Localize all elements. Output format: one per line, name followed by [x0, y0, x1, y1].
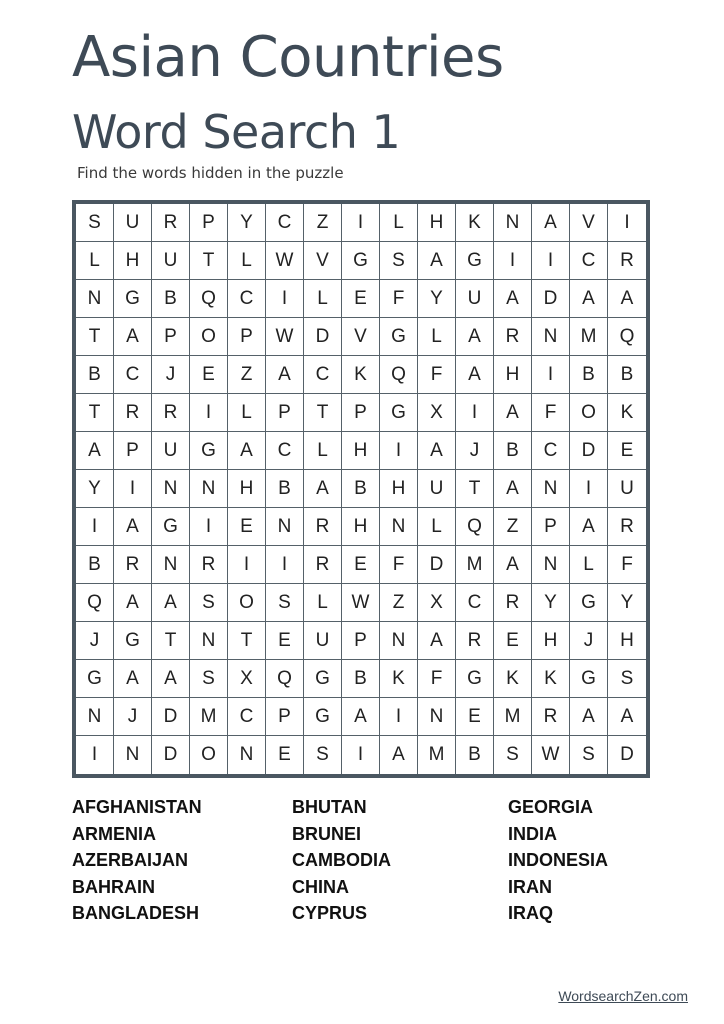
- grid-cell[interactable]: N: [152, 470, 190, 508]
- grid-cell[interactable]: C: [228, 280, 266, 318]
- grid-cell[interactable]: Z: [304, 204, 342, 242]
- grid-cell[interactable]: N: [190, 622, 228, 660]
- grid-cell[interactable]: D: [418, 546, 456, 584]
- grid-cell[interactable]: S: [570, 736, 608, 774]
- grid-cell[interactable]: D: [620, 744, 634, 765]
- word-list-item: BAHRAIN: [72, 876, 155, 897]
- grid-cell[interactable]: A: [494, 470, 532, 508]
- grid-cell[interactable]: A: [570, 508, 608, 546]
- grid-cell[interactable]: M: [494, 698, 532, 736]
- grid-cell[interactable]: N: [494, 204, 532, 242]
- grid-cell[interactable]: R: [152, 204, 190, 242]
- grid-cell[interactable]: V: [570, 204, 608, 242]
- grid-cell[interactable]: A: [608, 280, 646, 318]
- grid-cell[interactable]: X: [418, 394, 456, 432]
- word-search-grid: [76, 204, 646, 774]
- grid-cell[interactable]: I: [228, 546, 266, 584]
- grid-cell[interactable]: U: [608, 470, 646, 508]
- grid-cell[interactable]: H: [228, 470, 266, 508]
- grid-cell[interactable]: K: [608, 394, 646, 432]
- grid-cell[interactable]: A: [570, 280, 608, 318]
- grid-cell[interactable]: J: [456, 432, 494, 470]
- grid-cell[interactable]: E: [456, 698, 494, 736]
- grid-cell[interactable]: J: [570, 622, 608, 660]
- grid-cell[interactable]: S: [380, 242, 418, 280]
- grid-cell[interactable]: A: [76, 432, 114, 470]
- grid-cell[interactable]: R: [114, 546, 152, 584]
- grid-cell[interactable]: A: [456, 356, 494, 394]
- grid-cell[interactable]: D: [532, 280, 570, 318]
- grid-cell[interactable]: W: [342, 584, 380, 622]
- grid-cell[interactable]: V: [304, 242, 342, 280]
- grid-cell[interactable]: N: [76, 280, 114, 318]
- word-list-item: BANGLADESH: [72, 903, 200, 923]
- grid-cell[interactable]: N: [152, 546, 190, 584]
- grid-cell[interactable]: P: [342, 622, 380, 660]
- grid-cell[interactable]: A: [152, 584, 190, 622]
- grid-cell[interactable]: I: [342, 736, 380, 774]
- grid-cell[interactable]: G: [114, 280, 152, 318]
- page-subtitle: Word Search 1: [72, 105, 401, 159]
- grid-cell[interactable]: I: [114, 470, 152, 508]
- grid-cell[interactable]: I: [494, 242, 532, 280]
- grid-cell[interactable]: G: [304, 698, 342, 736]
- grid-cell[interactable]: S: [190, 660, 228, 698]
- grid-cell[interactable]: E: [608, 432, 646, 470]
- grid-cell[interactable]: E: [342, 280, 380, 318]
- grid-cell[interactable]: L: [304, 432, 342, 470]
- grid-cell[interactable]: E: [266, 622, 304, 660]
- grid-cell[interactable]: I: [608, 204, 646, 242]
- grid-cell[interactable]: S: [494, 736, 532, 774]
- word-list-item: AZERBAIJAN: [72, 850, 189, 870]
- grid-cell[interactable]: G: [304, 660, 342, 698]
- grid-cell[interactable]: F: [532, 394, 570, 432]
- grid-cell[interactable]: C: [228, 698, 266, 736]
- grid-cell[interactable]: A: [608, 698, 646, 736]
- grid-cell[interactable]: Q: [190, 280, 228, 318]
- grid-cell[interactable]: P: [342, 394, 380, 432]
- grid-cell[interactable]: H: [608, 622, 646, 660]
- grid-cell[interactable]: Q: [608, 318, 646, 356]
- grid-cell[interactable]: H: [342, 508, 380, 546]
- grid-cell[interactable]: A: [570, 698, 608, 736]
- grid-cell[interactable]: M: [570, 318, 608, 356]
- grid-cell[interactable]: G: [76, 660, 114, 698]
- grid-cell[interactable]: Q: [456, 508, 494, 546]
- grid-cell[interactable]: L: [418, 508, 456, 546]
- grid-cell[interactable]: L: [380, 204, 418, 242]
- grid-cell[interactable]: R: [494, 318, 532, 356]
- grid-cell[interactable]: S: [304, 736, 342, 774]
- page-title: Asian Countries: [72, 25, 504, 90]
- word-list-item: CAMBODIA: [292, 850, 391, 870]
- grid-cell[interactable]: G: [190, 432, 228, 470]
- grid-cell[interactable]: R: [152, 394, 190, 432]
- grid-cell[interactable]: S: [76, 204, 114, 242]
- grid-cell[interactable]: I: [76, 736, 114, 774]
- grid-cell[interactable]: U: [152, 242, 190, 280]
- grid-cell[interactable]: R: [304, 546, 342, 584]
- grid-cell[interactable]: R: [532, 698, 570, 736]
- grid-cell[interactable]: J: [152, 356, 190, 394]
- grid-cell[interactable]: A: [266, 356, 304, 394]
- word-list-item: BHUTAN: [292, 797, 367, 817]
- word-list-item: INDONESIA: [508, 850, 609, 870]
- grid-cell[interactable]: M: [190, 698, 228, 736]
- grid-cell[interactable]: O: [190, 318, 228, 356]
- grid-cell[interactable]: K: [494, 660, 532, 698]
- grid-cell[interactable]: Y: [532, 584, 570, 622]
- grid-cell[interactable]: I: [266, 546, 304, 584]
- word-search-grid-frame: [72, 200, 650, 778]
- grid-cell[interactable]: L: [570, 546, 608, 584]
- grid-cell[interactable]: N: [114, 736, 152, 774]
- word-list-item: IRAQ: [508, 903, 553, 923]
- grid-cell[interactable]: N: [76, 698, 114, 736]
- grid-cell[interactable]: A: [114, 584, 152, 622]
- grid-cell[interactable]: B: [76, 356, 114, 394]
- site-link[interactable]: WordsearchZen.com: [558, 988, 688, 1004]
- grid-cell[interactable]: F: [418, 356, 456, 394]
- grid-cell[interactable]: C: [266, 204, 304, 242]
- grid-cell[interactable]: E: [266, 736, 304, 774]
- grid-cell[interactable]: I: [76, 508, 114, 546]
- instructions-text: Find the words hidden in the puzzle: [77, 164, 344, 182]
- grid-cell[interactable]: N: [228, 736, 266, 774]
- grid-cell[interactable]: B: [456, 736, 494, 774]
- grid-cell[interactable]: E: [190, 356, 228, 394]
- grid-cell[interactable]: F: [418, 660, 456, 698]
- grid-cell[interactable]: M: [418, 736, 456, 774]
- grid-cell[interactable]: E: [494, 622, 532, 660]
- grid-cell[interactable]: O: [228, 584, 266, 622]
- grid-cell[interactable]: N: [266, 508, 304, 546]
- grid-cell[interactable]: R: [456, 622, 494, 660]
- grid-cell[interactable]: A: [418, 242, 456, 280]
- grid-cell[interactable]: A: [380, 736, 418, 774]
- grid-cell[interactable]: A: [494, 394, 532, 432]
- grid-cell[interactable]: A: [494, 546, 532, 584]
- grid-cell[interactable]: D: [152, 736, 190, 774]
- grid-cell[interactable]: K: [342, 356, 380, 394]
- grid-cell[interactable]: Z: [380, 584, 418, 622]
- grid-cell[interactable]: N: [380, 622, 418, 660]
- grid-cell[interactable]: N: [418, 698, 456, 736]
- grid-cell[interactable]: R: [608, 508, 646, 546]
- word-list-item: CHINA: [292, 876, 349, 897]
- grid-cell[interactable]: F: [380, 546, 418, 584]
- grid-cell[interactable]: K: [380, 660, 418, 698]
- grid-cell[interactable]: B: [342, 660, 380, 698]
- grid-cell[interactable]: I: [342, 204, 380, 242]
- grid-cell[interactable]: S: [266, 584, 304, 622]
- grid-cell[interactable]: Q: [76, 584, 114, 622]
- grid-cell[interactable]: E: [228, 508, 266, 546]
- grid-cell[interactable]: T: [152, 622, 190, 660]
- grid-cell[interactable]: O: [570, 394, 608, 432]
- grid-cell[interactable]: A: [228, 432, 266, 470]
- grid-cell[interactable]: O: [190, 736, 228, 774]
- grid-cell[interactable]: L: [228, 394, 266, 432]
- word-list-item: ARMENIA: [72, 823, 156, 844]
- grid-cell[interactable]: G: [114, 622, 152, 660]
- grid-cell[interactable]: R: [114, 394, 152, 432]
- grid-cell[interactable]: R: [608, 242, 646, 280]
- grid-cell[interactable]: A: [114, 660, 152, 698]
- grid-cell[interactable]: B: [570, 356, 608, 394]
- grid-cell[interactable]: A: [456, 318, 494, 356]
- grid-cell[interactable]: U: [152, 432, 190, 470]
- grid-cell[interactable]: R: [304, 508, 342, 546]
- grid-cell[interactable]: C: [304, 356, 342, 394]
- grid-cell[interactable]: P: [190, 204, 228, 242]
- grid-cell[interactable]: U: [418, 470, 456, 508]
- grid-cell[interactable]: U: [304, 622, 342, 660]
- grid-cell[interactable]: B: [76, 546, 114, 584]
- grid-cell[interactable]: F: [380, 280, 418, 318]
- grid-cell[interactable]: B: [494, 432, 532, 470]
- grid-cell[interactable]: A: [114, 508, 152, 546]
- grid-cell[interactable]: G: [380, 394, 418, 432]
- grid-cell[interactable]: A: [494, 280, 532, 318]
- grid-cell[interactable]: U: [456, 280, 494, 318]
- grid-cell[interactable]: P: [266, 698, 304, 736]
- grid-cell[interactable]: Q: [380, 356, 418, 394]
- grid-cell[interactable]: I: [532, 242, 570, 280]
- grid-cell[interactable]: N: [532, 546, 570, 584]
- grid-cell[interactable]: I: [380, 432, 418, 470]
- grid-cell[interactable]: I: [532, 356, 570, 394]
- grid-cell[interactable]: D: [152, 698, 190, 736]
- grid-cell[interactable]: N: [190, 470, 228, 508]
- grid-cell[interactable]: P: [532, 508, 570, 546]
- grid-cell[interactable]: J: [114, 698, 152, 736]
- grid-cell[interactable]: V: [342, 318, 380, 356]
- grid-cell[interactable]: H: [114, 242, 152, 280]
- word-list-column-2: [292, 794, 391, 927]
- grid-cell[interactable]: C: [266, 432, 304, 470]
- grid-cell[interactable]: R: [494, 584, 532, 622]
- grid-cell[interactable]: I: [570, 470, 608, 508]
- grid-cell[interactable]: P: [114, 432, 152, 470]
- grid-cell[interactable]: M: [456, 546, 494, 584]
- grid-cell[interactable]: F: [608, 546, 646, 584]
- grid-cell[interactable]: G: [456, 660, 494, 698]
- grid-cell[interactable]: G: [342, 242, 380, 280]
- grid-cell[interactable]: Y: [418, 280, 456, 318]
- grid-cell[interactable]: D: [570, 432, 608, 470]
- word-list-column-3: [508, 794, 608, 927]
- grid-cell[interactable]: I: [266, 280, 304, 318]
- grid-cell[interactable]: H: [342, 432, 380, 470]
- word-list-item: AFGHANISTAN: [72, 797, 202, 817]
- grid-cell[interactable]: S: [190, 584, 228, 622]
- grid-cell[interactable]: K: [532, 660, 570, 698]
- grid-cell[interactable]: I: [190, 394, 228, 432]
- grid-cell[interactable]: A: [418, 622, 456, 660]
- grid-cell[interactable]: L: [76, 242, 114, 280]
- grid-cell[interactable]: Z: [228, 356, 266, 394]
- grid-cell[interactable]: G: [456, 242, 494, 280]
- grid-cell[interactable]: G: [570, 584, 608, 622]
- grid-cell[interactable]: S: [608, 660, 646, 698]
- grid-cell[interactable]: W: [266, 242, 304, 280]
- grid-cell[interactable]: I: [190, 508, 228, 546]
- grid-cell[interactable]: K: [456, 204, 494, 242]
- grid-cell[interactable]: A: [114, 318, 152, 356]
- grid-cell[interactable]: H: [418, 204, 456, 242]
- grid-cell[interactable]: T: [76, 318, 114, 356]
- grid-cell[interactable]: P: [152, 318, 190, 356]
- grid-cell[interactable]: Y: [76, 470, 114, 508]
- grid-cell[interactable]: H: [532, 622, 570, 660]
- word-list-column-1: [72, 794, 202, 927]
- grid-cell[interactable]: T: [76, 394, 114, 432]
- word-list-item: GEORGIA: [508, 797, 594, 817]
- grid-cell[interactable]: L: [304, 584, 342, 622]
- grid-cell[interactable]: C: [114, 356, 152, 394]
- grid-cell[interactable]: T: [456, 470, 494, 508]
- grid-cell[interactable]: N: [532, 470, 570, 508]
- word-list-item: INDIA: [508, 823, 557, 844]
- grid-cell[interactable]: B: [608, 356, 646, 394]
- grid-cell[interactable]: H: [380, 470, 418, 508]
- grid-cell[interactable]: C: [570, 242, 608, 280]
- grid-cell[interactable]: Q: [266, 660, 304, 698]
- word-list: [72, 794, 672, 930]
- grid-cell[interactable]: P: [228, 318, 266, 356]
- grid-cell[interactable]: N: [380, 508, 418, 546]
- grid-cell[interactable]: B: [152, 280, 190, 318]
- grid-cell[interactable]: T: [228, 622, 266, 660]
- grid-cell[interactable]: B: [342, 470, 380, 508]
- grid-cell[interactable]: A: [418, 432, 456, 470]
- grid-cell[interactable]: T: [190, 242, 228, 280]
- grid-cell[interactable]: I: [456, 394, 494, 432]
- grid-cell[interactable]: C: [532, 432, 570, 470]
- grid-cell[interactable]: W: [532, 736, 570, 774]
- word-list-item: BRUNEI: [292, 823, 362, 844]
- grid-cell[interactable]: Z: [494, 508, 532, 546]
- grid-cell[interactable]: A: [342, 698, 380, 736]
- grid-cell[interactable]: E: [342, 546, 380, 584]
- grid-cell[interactable]: X: [228, 660, 266, 698]
- grid-cell[interactable]: Y: [608, 584, 646, 622]
- grid-cell[interactable]: N: [532, 318, 570, 356]
- grid-cell[interactable]: W: [266, 318, 304, 356]
- grid-cell[interactable]: I: [380, 698, 418, 736]
- grid-cell[interactable]: G: [152, 508, 190, 546]
- grid-cell[interactable]: A: [532, 204, 570, 242]
- grid-cell[interactable]: L: [304, 280, 342, 318]
- grid-cell[interactable]: B: [266, 470, 304, 508]
- grid-cell[interactable]: T: [304, 394, 342, 432]
- grid-cell[interactable]: Y: [228, 204, 266, 242]
- grid-cell[interactable]: G: [380, 318, 418, 356]
- grid-cell[interactable]: L: [418, 318, 456, 356]
- grid-cell[interactable]: C: [456, 584, 494, 622]
- grid-cell[interactable]: A: [152, 660, 190, 698]
- grid-cell[interactable]: U: [114, 204, 152, 242]
- grid-cell[interactable]: L: [228, 242, 266, 280]
- grid-cell[interactable]: D: [304, 318, 342, 356]
- grid-cell[interactable]: H: [494, 356, 532, 394]
- grid-cell[interactable]: J: [76, 622, 114, 660]
- word-list-item: IRAN: [508, 876, 552, 897]
- grid-cell[interactable]: X: [418, 584, 456, 622]
- grid-cell[interactable]: R: [190, 546, 228, 584]
- grid-cell[interactable]: G: [570, 660, 608, 698]
- grid-cell[interactable]: P: [266, 394, 304, 432]
- word-list-item: CYPRUS: [292, 903, 368, 923]
- grid-cell[interactable]: A: [304, 470, 342, 508]
